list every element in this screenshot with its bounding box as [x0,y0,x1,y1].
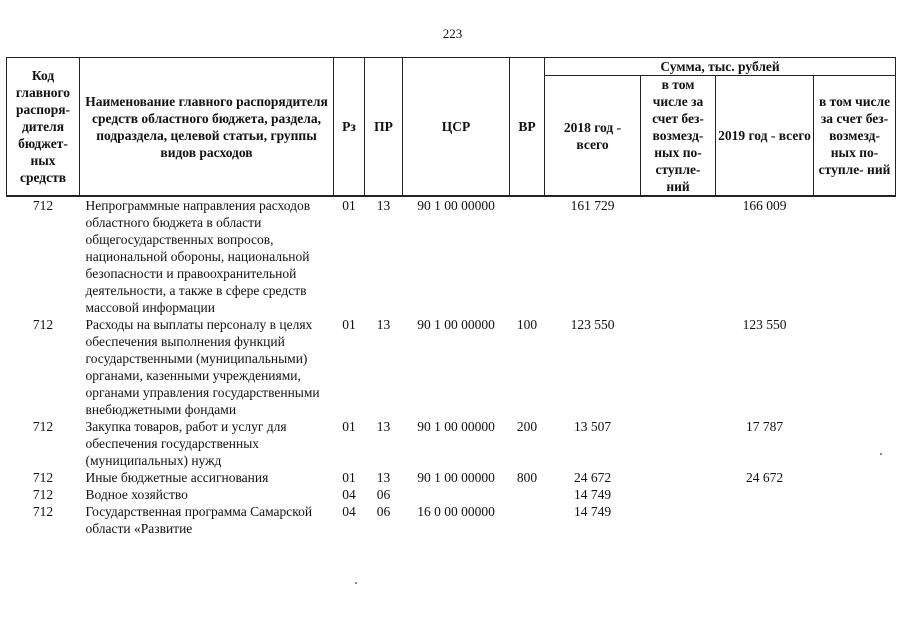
cell-2018-total: 123 550 [570,317,615,332]
cell-rz: 01 [342,419,356,434]
cell-name: Непрограммные направления расходов областного бюджета в области общегосударственных вопросов, национальной обороны, национальной безопасности и правоохранительной деятельности, а также в сфере средств массовой информации [85,198,311,315]
cell-2019-free [814,316,896,418]
cell-rz: 01 [342,470,356,485]
cell-vr [510,503,545,537]
cell-vr: 200 [516,419,538,434]
cell-code: 712 [32,504,54,519]
cell-2019-free [814,486,896,503]
cell-name: Закупка товаров, работ и услуг для обеспечения государственных (муниципальных) нужд [85,419,287,468]
cell-vr [510,196,545,316]
cell-2018-free [641,503,716,537]
cell-name: Водное хозяйство [85,487,188,502]
header-code: Код главного распоря- дителя бюджет- ных средств [7,58,80,197]
cell-pr: 13 [376,317,391,332]
scan-speck [880,453,882,455]
scan-speck [355,582,357,584]
cell-2019-total [716,486,814,503]
table-header [7,58,896,197]
header-free-2018: в том числе за счет без- возмезд- ных по- ступле- ний [641,76,716,197]
header-free-2019: в том числе за счет без- возмезд- ных по- ступле- ний [814,76,896,197]
cell-csr: 16 0 00 00000 [417,504,495,519]
cell-pr: 06 [376,487,391,502]
cell-2019-total: 24 672 [745,470,784,485]
cell-code: 712 [32,487,54,502]
cell-2019-free [814,503,896,537]
cell-code: 712 [32,198,54,213]
cell-pr: 13 [376,470,391,485]
cell-vr: 100 [516,317,538,332]
cell-name: Расходы на выплаты персоналу в целях обеспечения выполнения функций государственными (муниципальными) органами, казенными учреждениями, органами управления государственными внебюджетными фондами [85,317,320,417]
cell-2018-total: 14 749 [573,487,612,502]
cell-rz: 01 [342,198,356,213]
cell-csr: 90 1 00 00000 [417,419,495,434]
cell-2018-free [641,316,716,418]
table-row [7,316,896,418]
cell-2018-free [641,196,716,316]
header-name: Наименование главного распорядителя средств областного бюджета, раздела, подраздела, целевой статьи, группы видов расходов [80,58,334,197]
cell-csr [403,486,510,503]
cell-2019-free [814,418,896,469]
header-vr: ВР [510,58,545,197]
cell-rz: 01 [342,317,356,332]
cell-name: Иные бюджетные ассигнования [85,470,269,485]
cell-2019-free [814,469,896,486]
cell-2018-total: 14 749 [573,504,612,519]
cell-2018-free [641,486,716,503]
table-row [7,469,896,486]
header-rz: Рз [334,58,365,197]
cell-2018-free [641,469,716,486]
cell-pr: 13 [376,419,391,434]
cell-rz: 04 [342,487,356,502]
page-number: 223 [442,26,463,41]
cell-rz: 04 [342,504,356,519]
cell-code: 712 [32,419,54,434]
header-total-2018: 2018 год - всего [545,76,641,197]
cell-2018-total: 13 507 [573,419,612,434]
cell-name: Государственная программа Самарской области «Развитие [85,504,313,536]
cell-code: 712 [32,317,54,332]
cell-2019-free [814,196,896,316]
cell-2019-total: 123 550 [742,317,787,332]
cell-vr: 800 [516,470,538,485]
cell-2019-total [716,503,814,537]
cell-csr: 90 1 00 00000 [417,470,495,485]
cell-2018-total: 161 729 [570,198,615,213]
cell-pr: 06 [376,504,391,519]
header-pr: ПР [365,58,403,197]
header-total-2019: 2019 год - всего [716,76,814,197]
cell-vr [510,486,545,503]
cell-csr: 90 1 00 00000 [417,317,495,332]
table-row [7,196,896,316]
table-row [7,486,896,503]
cell-2019-total: 17 787 [745,419,784,434]
header-sum-group: Сумма, тыс. рублей [545,58,896,76]
table-row [7,418,896,469]
cell-2019-total: 166 009 [742,198,787,213]
table-row [7,503,896,537]
cell-pr: 13 [376,198,391,213]
cell-csr: 90 1 00 00000 [417,198,495,213]
cell-2018-free [641,418,716,469]
budget-table [6,57,896,537]
header-csr: ЦСР [403,58,510,197]
cell-code: 712 [32,470,54,485]
cell-2018-total: 24 672 [573,470,612,485]
